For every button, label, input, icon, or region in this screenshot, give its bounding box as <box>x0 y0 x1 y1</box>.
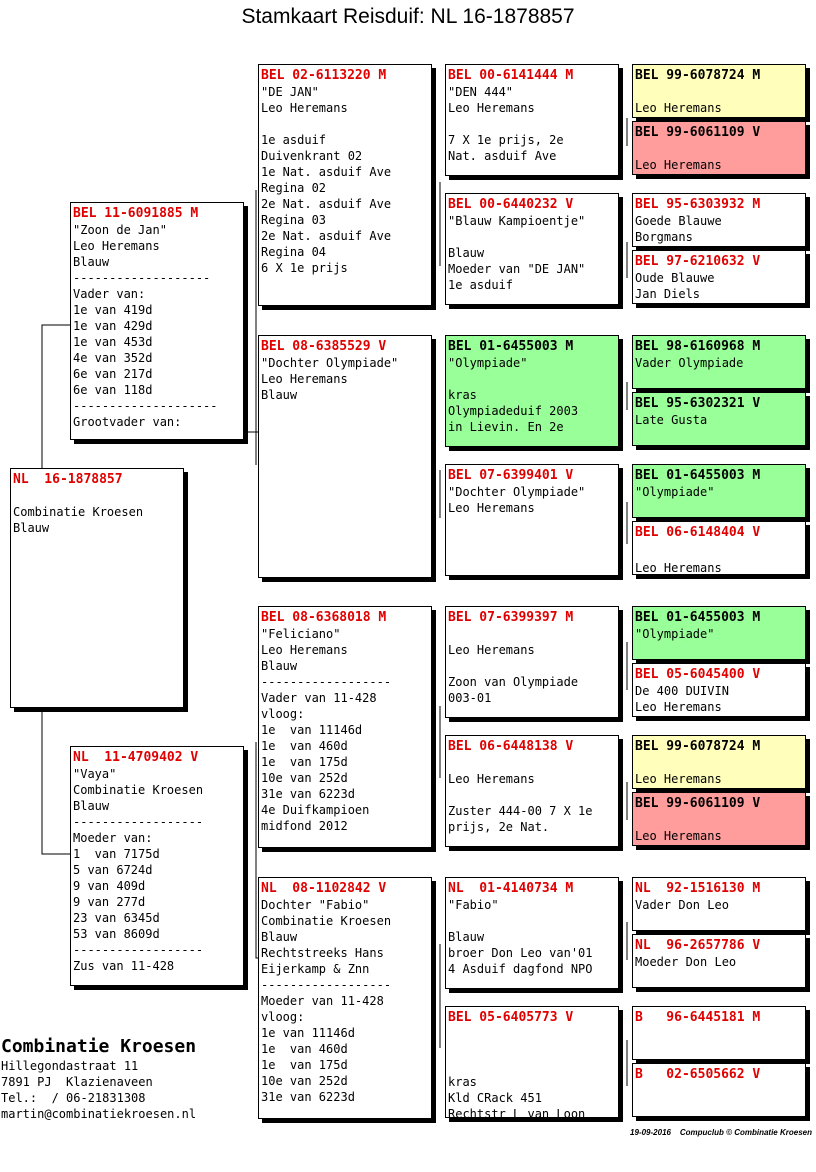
pigeon-info: Leo Heremans <box>635 561 722 575</box>
pigeon-info: Leo Heremans Zoon van Olympiade 003-01 <box>448 643 579 705</box>
pigeon-card-g3-2[interactable] <box>445 193 619 305</box>
ring-number: BEL 98-6160968 M <box>635 339 761 354</box>
pigeon-card-g4-13[interactable] <box>632 877 806 931</box>
pigeon-info: Leo Heremans <box>635 829 722 843</box>
pigeon-card-g4-9[interactable] <box>632 606 806 660</box>
ring-number: B 96-6445181 M <box>635 1010 761 1025</box>
pigeon-info: "DE JAN" Leo Heremans 1e asduif Duivenkrant 02 1e Nat. asduif Ave Regina 02 2e Nat. asduif Ave Regina 03 2e Nat. asduif Ave Regina 04 6 X 1e prijs <box>261 85 392 275</box>
ring-number: BEL 05-6045400 V <box>635 667 761 682</box>
pigeon-card-g4-4[interactable] <box>632 250 806 304</box>
ring-number: BEL 01-6455003 M <box>635 468 761 483</box>
pigeon-info: "Olympiade" <box>635 627 715 641</box>
owner-name: Combinatie Kroesen <box>1 1036 197 1057</box>
ring-number: BEL 08-6385529 V <box>261 339 387 354</box>
pigeon-info: Goede Blauwe Borgmans <box>635 214 722 244</box>
pigeon-card-g4-6[interactable] <box>632 392 806 446</box>
pigeon-card-grootvader-mz[interactable] <box>258 606 432 848</box>
ring-number: NL 08-1102842 V <box>261 881 387 896</box>
ring-number: BEL 95-6303932 M <box>635 197 761 212</box>
ring-number: NL 16-1878857 <box>13 472 123 487</box>
ring-number: BEL 00-6141444 M <box>448 68 574 83</box>
ring-number: BEL 06-6148404 V <box>635 525 761 540</box>
pigeon-info: "Olympiade" <box>635 485 715 499</box>
pigeon-card-g4-15[interactable] <box>632 1006 806 1060</box>
pigeon-card-g3-1[interactable] <box>445 64 619 176</box>
pigeon-info: De 400 DUIVIN Leo Heremans <box>635 684 729 714</box>
pigeon-card-g4-5[interactable] <box>632 335 806 389</box>
ring-number: BEL 97-6210632 V <box>635 254 761 269</box>
pigeon-info: Leo Heremans <box>635 158 722 172</box>
pigeon-card-g4-12[interactable] <box>632 792 806 846</box>
pigeon-card-g3-6[interactable] <box>445 735 619 847</box>
pigeon-card-g4-14[interactable] <box>632 934 806 988</box>
pigeon-info: "Fabio" Blauw broer Don Leo van'01 4 Asduif dagfond NPO <box>448 898 593 976</box>
pigeon-card-g3-3[interactable] <box>445 335 619 447</box>
ring-number: BEL 07-6399397 M <box>448 610 574 625</box>
pigeon-card-moeder[interactable] <box>70 746 244 986</box>
pigeon-info: Late Gusta <box>635 413 708 427</box>
pigeon-card-grootmoeder-vz[interactable] <box>258 335 432 578</box>
pigeon-info: Dochter "Fabio" Combinatie Kroesen Blauw Rechtstreeks Hans Eijerkamp & Znn ------------------ Moeder van 11-428 vloog: 1e van 11146d 1e van 460d 1e van 175d 10e van 252d 31e van 6223d <box>261 898 392 1104</box>
pigeon-card-subject[interactable] <box>10 468 184 708</box>
pigeon-card-grootvader-vz[interactable] <box>258 64 432 306</box>
ring-number: NL 96-2657786 V <box>635 938 761 953</box>
ring-number: BEL 01-6455003 M <box>635 610 761 625</box>
owner-info <box>1 1036 196 1122</box>
ring-number: BEL 11-6091885 M <box>73 206 199 221</box>
ring-number: BEL 01-6455003 M <box>448 339 574 354</box>
ring-number: B 02-6505662 V <box>635 1067 761 1082</box>
pigeon-card-g4-3[interactable] <box>632 193 806 247</box>
pigeon-card-g4-16[interactable] <box>632 1063 806 1117</box>
pigeon-info: "Feliciano" Leo Heremans Blauw ------------------ Vader van 11-428 vloog: 1e van 11146d 1e van 460d 1e van 175d 10e van 252d 31e van 6223d 4e Duifkampioen midfond 2012 <box>261 627 392 833</box>
pigeon-card-g4-11[interactable] <box>632 735 806 789</box>
pigeon-card-vader[interactable] <box>70 202 244 440</box>
pigeon-card-g4-7[interactable] <box>632 464 806 518</box>
pigeon-info: Vader Olympiade <box>635 356 744 370</box>
ring-number: BEL 06-6448138 V <box>448 739 574 754</box>
pigeon-info: "DEN 444" Leo Heremans 7 X 1e prijs, 2e Nat. asduif Ave <box>448 85 564 163</box>
ring-number: BEL 00-6440232 V <box>448 197 574 212</box>
pigeon-card-g3-8[interactable] <box>445 1006 619 1118</box>
pigeon-card-g3-5[interactable] <box>445 606 619 718</box>
pigeon-info: kras Kld CRack 451 Rechtstr L van Loon <box>448 1075 586 1118</box>
ring-number: BEL 02-6113220 M <box>261 68 387 83</box>
pigeon-info: Leo Heremans <box>635 101 722 115</box>
ring-number: NL 11-4709402 V <box>73 750 199 765</box>
pigeon-card-g3-7[interactable] <box>445 877 619 989</box>
pigeon-card-g4-2[interactable] <box>632 121 806 175</box>
owner-postcode: 7891 PJ Klazienaveen <box>1 1075 153 1089</box>
ring-number: BEL 99-6078724 M <box>635 68 761 83</box>
pigeon-info: "Vaya" Combinatie Kroesen Blauw ------------------ Moeder van: 1 van 7175d 5 van 6724d 9 van 409d 9 van 277d 23 van 6345d 53 van 8609d ------------------ Zus van 11-428 <box>73 767 204 973</box>
pigeon-card-g4-1[interactable] <box>632 64 806 118</box>
ring-number: NL 01-4140734 M <box>448 881 574 896</box>
ring-number: BEL 08-6368018 M <box>261 610 387 625</box>
owner-email[interactable]: martin@combinatiekroesen.nl <box>1 1107 197 1121</box>
ring-number: BEL 99-6061109 V <box>635 125 761 140</box>
pigeon-info: Vader Don Leo <box>635 898 729 912</box>
pigeon-info: "Dochter Olympiade" Leo Heremans <box>448 485 586 515</box>
pigeon-info: Combinatie Kroesen Blauw <box>13 505 144 535</box>
ring-number: BEL 99-6061109 V <box>635 796 761 811</box>
pigeon-info: Oude Blauwe Jan Diels <box>635 271 715 301</box>
owner-address: Hillegondastraat 11 <box>1 1059 139 1073</box>
pigeon-card-grootmoeder-mz[interactable] <box>258 877 432 1119</box>
ring-number: BEL 99-6078724 M <box>635 739 761 754</box>
ring-number: BEL 07-6399401 V <box>448 468 574 483</box>
pigeon-info: "Zoon de Jan" Leo Heremans Blauw ------------------- Vader van: 1e van 419d 1e van 429d 1e van 453d 4e van 352d 6e van 217d 6e van 118d -------------------- Grootvader van: <box>73 223 218 429</box>
ring-number: NL 92-1516130 M <box>635 881 761 896</box>
page-title: Stamkaart Reisduif: NL 16-1878857 <box>241 5 575 28</box>
pigeon-info: Moeder Don Leo <box>635 955 737 969</box>
pigeon-info: "Olympiade" kras Olympiadeduif 2003 in Lievin. En 2e <box>448 356 579 434</box>
pigeon-info: "Dochter Olympiade" Leo Heremans Blauw <box>261 356 399 402</box>
pigeon-card-g4-10[interactable] <box>632 663 806 717</box>
pigeon-card-g3-4[interactable] <box>445 464 619 576</box>
pigeon-info: Leo Heremans <box>635 772 722 786</box>
ring-number: BEL 05-6405773 V <box>448 1010 574 1025</box>
pigeon-info: Leo Heremans Zuster 444-00 7 X 1e prijs, 2e Nat. <box>448 772 593 834</box>
pigeon-info: "Blauw Kampioentje" Blauw Moeder van "DE JAN" 1e asduif <box>448 214 586 292</box>
pigeon-card-g4-8[interactable] <box>632 521 806 575</box>
footer-credits: 19-09-2016 Compuclub © Combinatie Kroesen <box>630 1128 812 1137</box>
owner-phone: Tel.: / 06-21831308 <box>1 1091 146 1105</box>
ring-number: BEL 95-6302321 V <box>635 396 761 411</box>
